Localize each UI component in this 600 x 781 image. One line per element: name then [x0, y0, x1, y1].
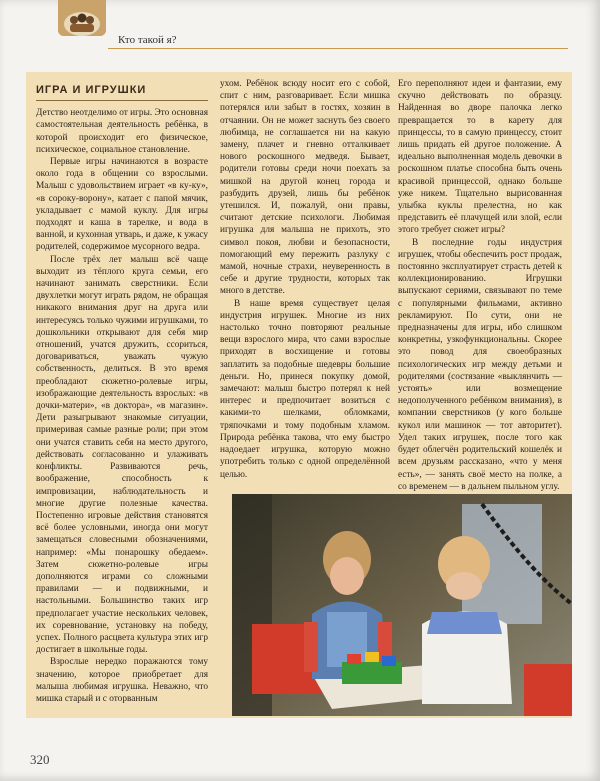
page-number: 320 [30, 752, 50, 767]
article-column-1 [36, 84, 208, 705]
paragraph: Детство неотделимо от игры. Это основная самостоятельная деятельность ребёнка, в которой происходит его физическое, психическое, социальное становление. [36, 108, 208, 155]
article-column-2 [220, 78, 390, 481]
header-rule [108, 48, 568, 49]
section-title: ИГРА И ИГРУШКИ [36, 84, 147, 96]
paragraph: После трёх лет малыш всё чаще выходит из тёплого круга семьи, его начинают занимать сверстники. Если двухлетки могут играть рядом, не обращая никакого внимания друг на друга или интересуясь только чужими игрушками, то дошкольники открывают для себя мир отношений, учатся дружить, ссориться, договариваться, уважать чужую собственность, делиться. В это время преобладают сюжетно-ролевые игры, изображающие деятельность взрослых: «в дочки-матери», «в доктора», «в магазин». Дети разыгрывают знакомые ситуации, примеривая самые разные роли; при этом они учатся ставить себя на место другого, действовать согласованно и улаживать конфликты. Развиваются речь, воображение, способность к импровизации, наблюдательность и многие другие полезные качества. Постепенно игровые действия становятся всё более условными, иногда они могут замещаться словесными обозначениями, например: «Мы понарошку обедаем». Затем сюжетно-ролевые игры дополняются играми со сложными правилами — и подвижными, и настольными. Большинство таких игр предполагает участие нескольких человек, их соревнование, установку на победу, успех. Полного расцвета культура этих игр достигает в школьные годы. [36, 254, 208, 656]
paragraph: В наше время существует целая индустрия игрушек. Многие из них настолько точно повторяют реальные вещи взрослого мира, что сами взрослые приходят в восхищение и готовы заплатить за подобные шедевры большие деньги. Но, принеся покупку домой, замечают: малыш быстро потерял к ней интерес и предпочитает возиться с какими-то шелками, обломками, тряпочками и тому подобным хламом. Природа ребёнка такова, что ему быстро надоедает игрушка, которую можно употребить только с одной определённой целью. [220, 298, 390, 480]
children-playing-photo [232, 494, 572, 716]
section-title-rule [36, 100, 208, 101]
paragraph: В последние годы индустрия игрушек, чтобы обеспечить рост продаж, постоянно эксплуатирует страсть детей к коллекционированию. Игрушки выпускают сериями, связывают по теме с популярными фильмами, активно рекламируют. По сути, они не предназначены для игры, ибо слишком конкретны, узкофункциональны. Скорее это повод для своеобразных психологических игр между детьми и родителями (состязание «выклянчить — устоять» или возмещение недополученного ребёнком внимания), в компании сверстников (у кого больше кукол или машинок — тот авторитет). Удел таких игрушек, после того как будет облегчён родительский кошелёк и всем друзьям рассказано, «что у меня есть», — занять своё место на полке, а со временем — в дальнем пыльном углу. [398, 237, 562, 492]
paragraph: Его переполняют идеи и фантазии, ему скучно действовать по образцу. Найденная во дворе палочка легко превращается то в карету для принцессы, то в самую принцессу, стоит лишь придать ей другое положение. А идеально выполненная модель девочки в роскошном платье способна быть очень красивой принцессой, однако больше уже никем. Тщательно вырисованная улыбка куклы прелестна, но как представить её плачущей или злой, если этого требует сюжет игры? [398, 79, 562, 236]
family-portrait-icon [58, 0, 106, 36]
paragraph: ухом. Ребёнок всюду носит его с собой, спит с ним, разговаривает. Если мишка потерялся или забыт в гостях, хозяин в отчаянии. Он не может заснуть без своего любимца, не соглашается ни на какую замену, плачет и гневно отталкивает нового роскошного медведя. Бывает, родители готовы среди ночи поехать за мишкой на другой конец города и разбудить друзей, лишь бы ребёнок утешился. И, пожалуй, они правы, считают детские психологи. Любимая игрушка для малыша не прихоть, это символ покоя, любви и безопасности, помогающий ему пережить разлуку с мамой, ночные страхи, неуверенность в себе и другие трудности, которых так много в детстве. [220, 79, 390, 297]
paragraph: Первые игры начинаются в возрасте около года в общении со взрослыми. Малыш с удовольствием играет «в ку-ку», «в сороку-ворону», катает с папой мячик, укладывает с мамой куклу. Для игры подходят и каша в тарелке, и вода в ванной, и кухонная утварь, и даже, к ужасу родителей, содержимое мусорного ведра. [36, 157, 208, 253]
running-title: Кто такой я? [118, 34, 177, 46]
article-column-3 [398, 78, 562, 493]
paragraph: Взрослые нередко поражаются тому значению, которое приобретает для малыша любимая игрушка. Неважно, что мишка старый и с оторванным [36, 657, 208, 704]
